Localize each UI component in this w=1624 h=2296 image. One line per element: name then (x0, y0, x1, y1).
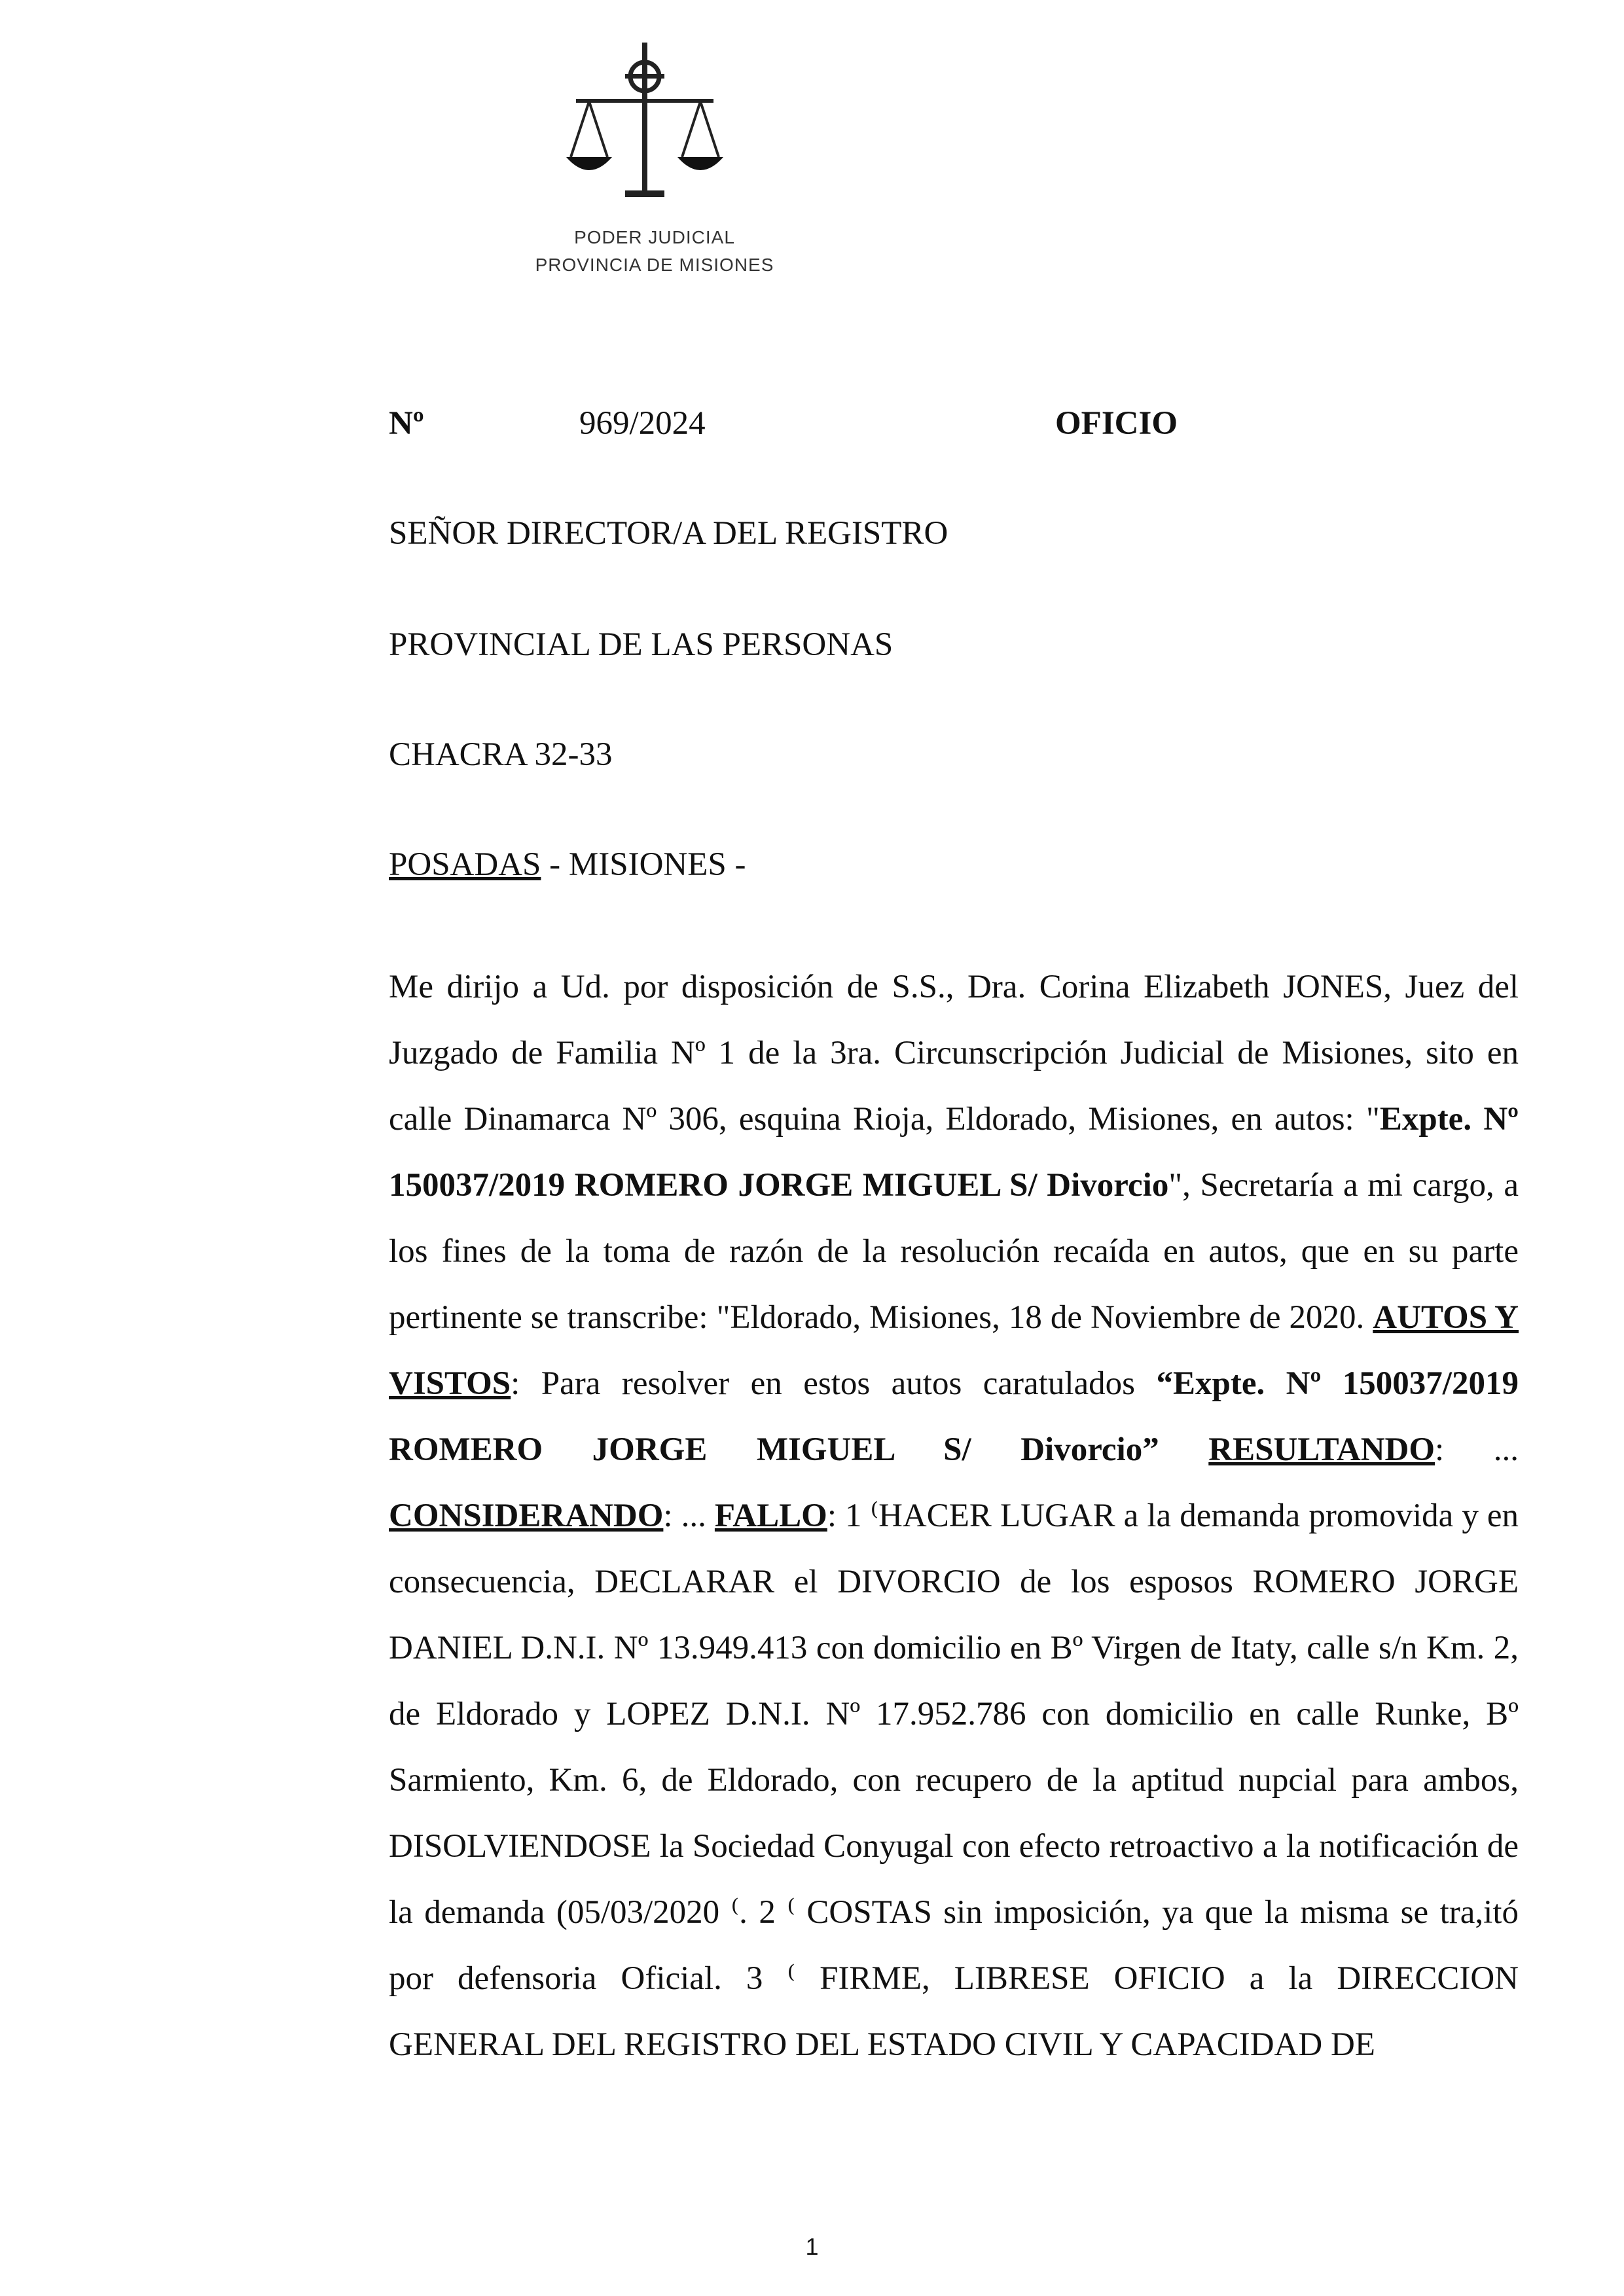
body-text-7: : 1 ⁽HACER LUGAR a la demanda promovida y en consecuencia, DECLARAR el DIVORCIO de los esposos ROMERO JORGE DANIEL D.N.I. Nº 13.949.413 con domicilio en Bº Virgen de Itaty, calle s/n Km. 2, de Eldorado y LOPEZ D.N.I. Nº 17.952.786 con domicilio en calle Runke, Bº Sarmiento, Km. 6, de Eldorado, con recupero de la aptitud nupcial para ambos, DISOLVIENDOSE la Sociedad Conyugal con efecto retroactivo a la notificación de la demanda (05/03/2020 ⁽. 2 ⁽ COSTAS sin imposición, ya que la misma se tra,itó por defensoria Oficial. 3 ⁽ FIRME, LIBRESE OFICIO a la DIRECCION GENERAL DEL REGISTRO DEL ESTADO CIVIL Y CAPACIDAD DE (389, 1498, 1519, 2063)
addressee-line-1: SEÑOR DIRECTOR/A DEL REGISTRO (389, 515, 948, 552)
addressee-city: POSADAS (389, 846, 541, 883)
case-title-2: “Expte. Nº 150037/2019 ROMERO JORGE MIGUEL S/ Divorcio” (389, 1365, 1519, 1468)
addressee-line-2: PROVINCIAL DE LAS PERSONAS (389, 626, 893, 663)
judicial-seal (504, 36, 805, 291)
resultando-heading: RESULTANDO (1208, 1431, 1435, 1468)
body-text-3: : Para resolver en estos autos caratulados (511, 1365, 1157, 1402)
addressee-line-3: CHACRA 32-33 (389, 736, 613, 773)
oficio-number: 969/2024 (579, 405, 706, 442)
body-text-1: Me dirijo a Ud. por disposición de S.S., Dra. Corina Elizabeth JONES, Juez del Juzgado de Familia Nº 1 de la 3ra. Circunscripción Judicial de Misiones, sito en calle Dinamarca Nº 306, esquina Rioja, Eldorado, Misiones, en autos: " (389, 969, 1519, 1138)
fallo-heading: FALLO (714, 1498, 827, 1534)
body-text-6: : ... (663, 1498, 715, 1534)
body-text-4 (1159, 1431, 1209, 1468)
body-text-5: : ... (1435, 1431, 1519, 1468)
document-type: OFICIO (1055, 405, 1178, 442)
body-text-2: ", Secretaría a mi cargo, a los fines de la toma de razón de la resolución recaída en autos, que en su parte pertinente se transcribe: "Eldorado, Misiones, 18 de Noviembre de 2020. (389, 1167, 1519, 1336)
case-title-1: Expte. Nº 150037/2019 ROMERO JORGE MIGUEL S/ Divorcio (389, 1101, 1519, 1204)
number-label: Nº (389, 405, 424, 442)
seal-line-2: PROVINCIA DE MISIONES (535, 255, 774, 275)
addressee-province: - MISIONES - (541, 846, 746, 883)
addressee-city-line (389, 846, 746, 884)
considerando-heading: CONSIDERANDO (389, 1498, 664, 1534)
autos-y-vistos: AUTOS Y VISTOS (389, 1299, 1519, 1402)
seal-line-1: PODER JUDICIAL (574, 227, 735, 247)
body-paragraph (389, 954, 1519, 2078)
page-number: 1 (805, 2233, 819, 2260)
scales-of-justice-icon (563, 36, 727, 219)
